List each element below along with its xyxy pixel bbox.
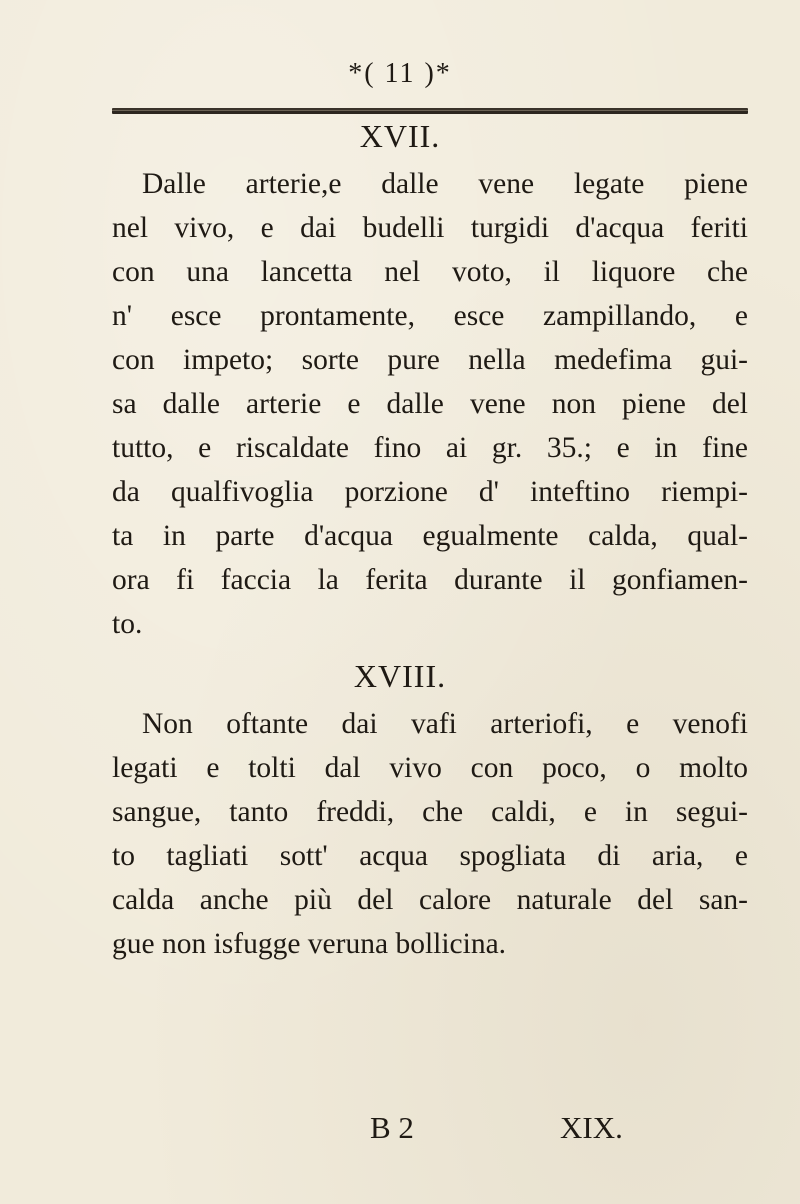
text-line: nel vivo, e dai budelli turgidi d'acqua feriti xyxy=(112,212,748,244)
text-line: tutto, e riscaldate fino ai gr. 35.; e in fine xyxy=(112,432,748,464)
text-line: con una lancetta nel voto, il liquore che xyxy=(112,256,748,288)
text-line: da qualfivoglia porzione d' inteftino riempi- xyxy=(112,476,748,508)
section-heading-xvii: XVII. xyxy=(359,118,441,154)
text-line: ta in parte d'acqua egualmente calda, qual- xyxy=(112,520,748,552)
text-line: to. xyxy=(112,608,143,640)
text-line: ora fi faccia la ferita durante il gonfiamen- xyxy=(112,564,748,596)
running-head: *( 11 )* xyxy=(348,58,452,89)
section-heading-xviii: XVIII. xyxy=(353,658,447,694)
text-line: legati e tolti dal vivo con poco, o molto xyxy=(112,752,748,784)
text-line: to tagliati sott' acqua spogliata di aria, e xyxy=(112,840,748,872)
text-line: Dalle arterie,e dalle vene legate piene xyxy=(142,168,748,200)
text-line: gue non isfugge veruna bollicina. xyxy=(112,928,507,960)
text-line: sangue, tanto freddi, che caldi, e in segui- xyxy=(112,796,748,828)
catchword: XIX. xyxy=(560,1110,623,1145)
text-line: sa dalle arterie e dalle vene non piene del xyxy=(112,388,748,420)
text-line: Non oftante dai vafi arteriofi, e venofi xyxy=(142,708,748,740)
text-line: con impeto; sorte pure nella medefima gui- xyxy=(112,344,748,376)
text-line: n' esce prontamente, esce zampillando, e xyxy=(112,300,748,332)
signature-mark: B 2 xyxy=(370,1110,414,1145)
text-line: calda anche più del calore naturale del san- xyxy=(112,884,748,916)
header-rule xyxy=(112,108,748,114)
